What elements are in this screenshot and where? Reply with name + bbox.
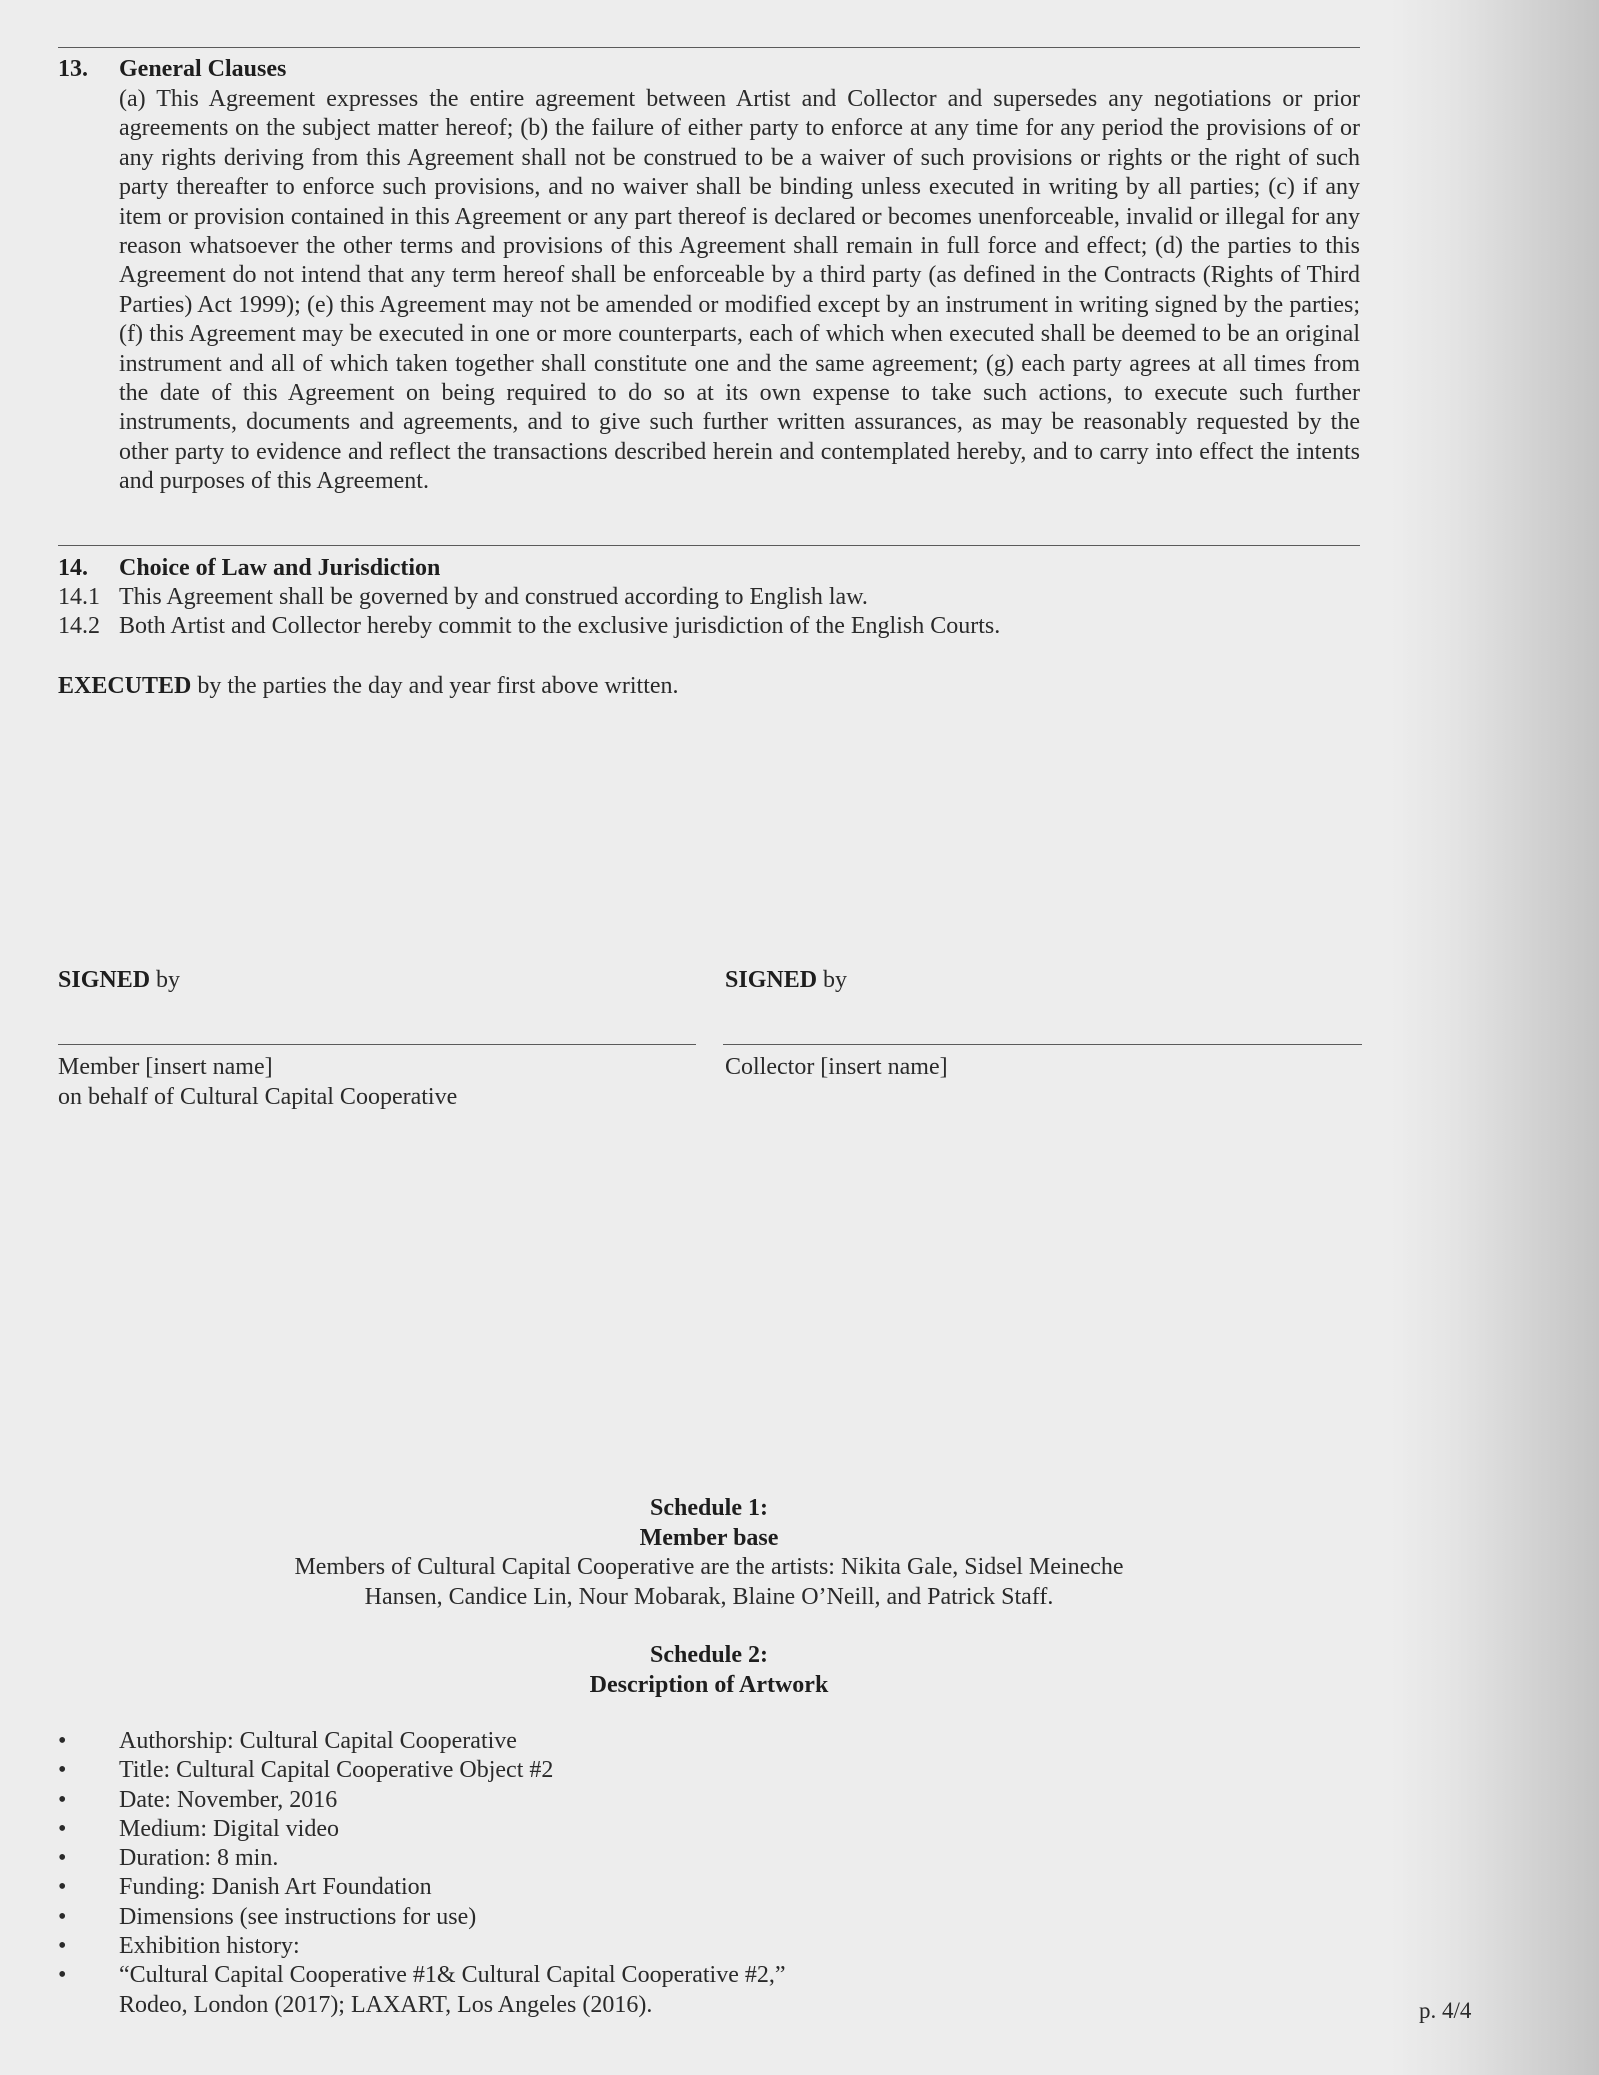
list-item: • Authorship: Cultural Capital Cooperative: [58, 1727, 786, 1756]
schedule-2: [58, 1641, 1360, 1700]
bullet-icon: •: [58, 1757, 67, 1784]
signature-label-right: [725, 966, 847, 995]
signed-bold: SIGNED: [725, 967, 818, 993]
section-13-body: (a) This Agreement expresses the entire agreement between Artist and Collector and supersedes any negotiations or prior agreements on the subject matter hereof; (b) the failure of either party to enforce at any time for any period the provisions of or any rights deriving from this Agreement shall not be construed to be a waiver of such provisions or rights or the right of such party thereafter to enforce such provisions, and no waiver shall be binding unless executed in writing by all parties; (c) if any item or provision contained in this Agreement or any part thereof is declared or becomes unenforceable, invalid or illegal for any reason whatsoever the other terms and provisions of this Agreement shall remain in full force and effect; (d) the parties to this Agreement do not intend that any term hereof shall be enforceable by a third party (as defined in the Contracts (Rights of Third Parties) Act 1999); (e) this Agreement may not be amended or modified except by an instrument in writing signed by the parties; (f) this Agreement may be executed in one or more counterparts, each of which when executed shall be deemed to be an original instrument and all of which taken together shall constitute one and the same agreement; (g) each party agrees at all times from the date of this Agreement on being required to do so at its own expense to take such actions, to execute such further instruments, documents and agreements, and to give such further written assurances, as may be reasonably requested by the other party to evidence and reflect the transactions described herein and contemplated hereby, and to carry into effect the intents and purposes of this Agreement.: [119, 86, 1360, 495]
clause-number: 14.1: [58, 584, 100, 610]
page-number: p. 4/4: [1419, 1998, 1472, 2023]
section-divider: [58, 47, 1360, 48]
list-item: • Medium: Digital video: [58, 1815, 786, 1844]
bullet-icon: •: [58, 1903, 67, 1930]
bullet-icon: •: [58, 1874, 67, 1901]
list-item: • Title: Cultural Capital Cooperative Object #2: [58, 1756, 786, 1785]
bullet-icon: •: [58, 1815, 67, 1842]
clause-14-2: [58, 612, 1000, 641]
bullet-icon: •: [58, 1962, 67, 1989]
list-item: • “Cultural Capital Cooperative #1& Cultural Capital Cooperative #2,” Rodeo, London (2017); LAXART, Los Angeles (2016).: [58, 1962, 786, 2018]
section-14-title: Choice of Law and Jurisdiction: [119, 555, 441, 581]
signature-line-right: [723, 1044, 1362, 1045]
signed-rest: by: [817, 967, 848, 993]
executed-label: EXECUTED: [58, 673, 192, 699]
signed-bold: SIGNED: [58, 967, 151, 993]
list-item: • Funding: Danish Art Foundation: [58, 1873, 786, 1902]
section-13-heading: [58, 55, 286, 84]
schedule-1-subheading: Member base: [639, 1524, 779, 1551]
artwork-description-list: [58, 1727, 786, 2020]
section-divider: [58, 545, 1360, 546]
schedule-2-heading: Schedule 2:: [649, 1642, 768, 1668]
executed-text: by the parties the day and year first above written.: [191, 673, 679, 699]
signature-label-left: [58, 966, 180, 995]
section-13-number: 13.: [58, 56, 88, 82]
list-item-continuation: Rodeo, London (2017); LAXART, Los Angeles (2016).: [119, 1991, 653, 2018]
bullet-icon: •: [58, 1933, 67, 1960]
section-14-heading: [58, 554, 440, 583]
bullet-icon: •: [58, 1845, 67, 1872]
signed-rest: by: [150, 967, 181, 993]
signatory-member-name: Member [insert name]: [58, 1054, 273, 1080]
list-item: • Duration: 8 min.: [58, 1844, 786, 1873]
bullet-icon: •: [58, 1786, 67, 1813]
clause-14-1: [58, 583, 868, 612]
list-item: • Exhibition history:: [58, 1932, 786, 1961]
section-13-title: General Clauses: [119, 56, 287, 82]
signatory-member-affiliation: on behalf of Cultural Capital Cooperative: [58, 1084, 458, 1110]
clause-text: Both Artist and Collector hereby commit to the exclusive jurisdiction of the English Courts.: [119, 613, 1001, 639]
schedule-1-text-line: Members of Cultural Capital Cooperative are the artists: Nikita Gale, Sidsel Meineche: [294, 1554, 1124, 1580]
section-14-number: 14.: [58, 555, 88, 581]
clause-text: This Agreement shall be governed by and construed according to English law.: [119, 584, 868, 610]
signature-line-left: [58, 1044, 696, 1045]
schedule-2-subheading: Description of Artwork: [589, 1671, 829, 1698]
bullet-icon: •: [58, 1728, 67, 1754]
schedule-1-heading: Schedule 1:: [649, 1495, 768, 1521]
list-item: • Dimensions (see instructions for use): [58, 1903, 786, 1932]
schedule-1-text-line: Hansen, Candice Lin, Nour Mobarak, Blaine O’Neill, and Patrick Staff.: [364, 1583, 1054, 1610]
list-item: • Date: November, 2016: [58, 1786, 786, 1815]
schedule-1: [58, 1494, 1360, 1612]
signatory-collector-name: Collector [insert name]: [725, 1054, 948, 1080]
clause-number: 14.2: [58, 613, 100, 639]
executed-statement: [58, 672, 679, 701]
